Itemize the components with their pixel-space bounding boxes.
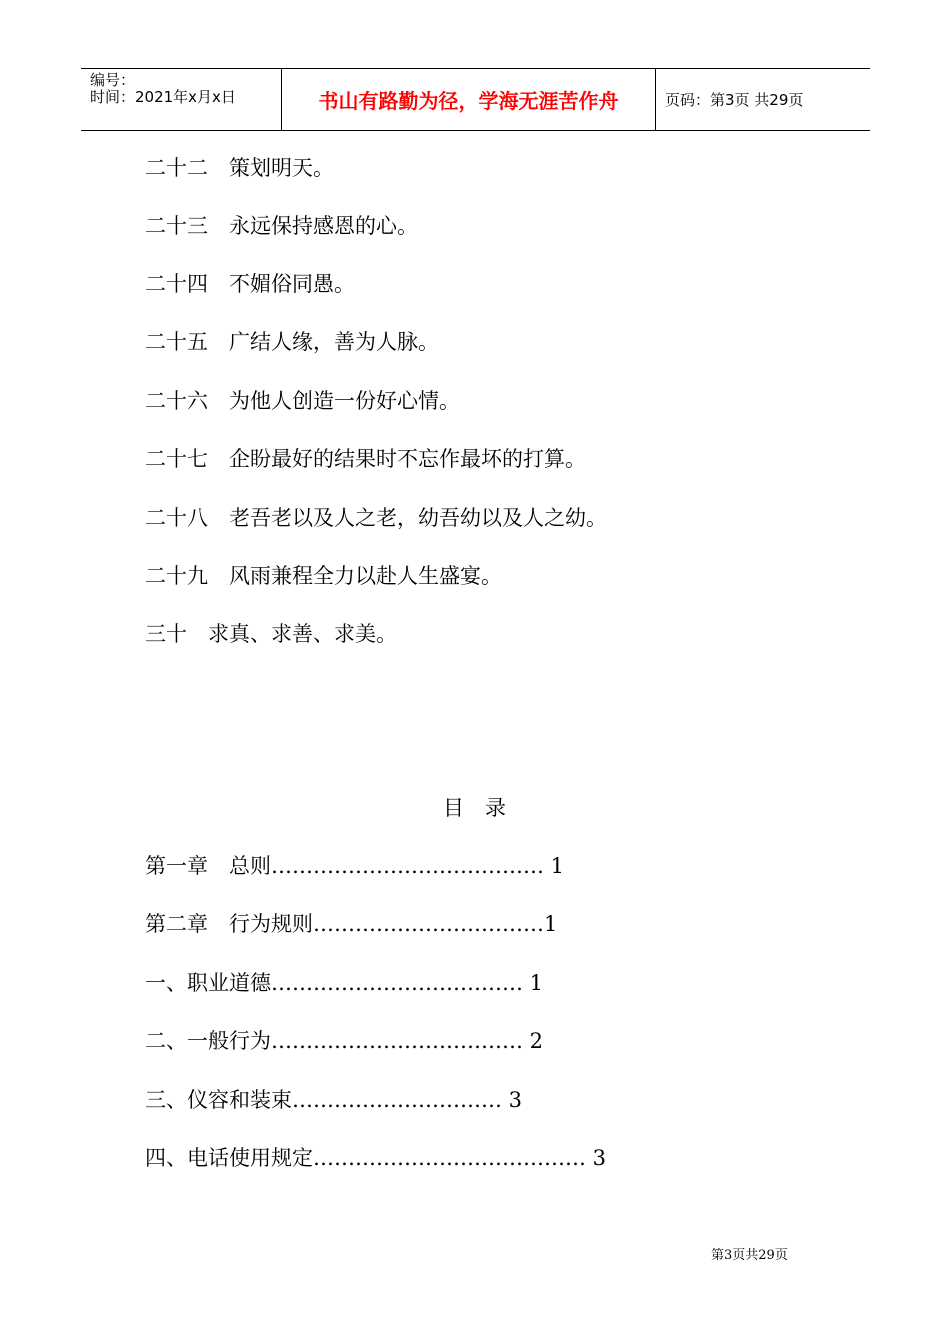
list-item: 二十六 为他人创造一份好心情。 [145, 389, 460, 413]
header-page-cell [655, 69, 870, 130]
page-footer: 第3页共29页 [711, 1248, 788, 1263]
toc-entry: 二、一般行为……………………………… 2 [145, 1029, 544, 1053]
header-motto-cell [281, 69, 656, 130]
page-info: 页码：第3页 共29页 [665, 91, 804, 109]
list-item: 二十四 不媚俗同愚。 [145, 272, 355, 296]
list-item: 二十八 老吾老以及人之老，幼吾幼以及人之幼。 [145, 506, 607, 530]
toc-entry: 四、电话使用规定………………………………… 3 [145, 1146, 607, 1170]
list-item: 二十七 企盼最好的结果时不忘作最坏的打算。 [145, 447, 586, 471]
list-item: 三十 求真、求善、求美。 [145, 622, 397, 646]
number-label: 编号： [90, 71, 136, 89]
toc-entry: 第二章 行为规则……………………………1 [145, 912, 558, 936]
toc-entry: 三、仪容和装束………………………… 3 [145, 1088, 523, 1112]
motto-text: 书山有路勤为径，学海无涯苦作舟 [318, 89, 619, 113]
document-header [81, 68, 870, 131]
time-label: 时间：2021年x月x日 [90, 88, 236, 106]
toc-title: 目 录 [443, 796, 506, 820]
list-item: 二十五 广结人缘，善为人脉。 [145, 330, 439, 354]
toc-entry: 一、职业道德……………………………… 1 [145, 971, 544, 995]
toc-entry: 第一章 总则………………………………… 1 [145, 854, 565, 878]
list-item: 二十九 风雨兼程全力以赴人生盛宴。 [145, 564, 502, 588]
list-item: 二十三 永远保持感恩的心。 [145, 214, 418, 238]
header-meta [81, 69, 281, 130]
list-item: 二十二 策划明天。 [145, 156, 334, 180]
